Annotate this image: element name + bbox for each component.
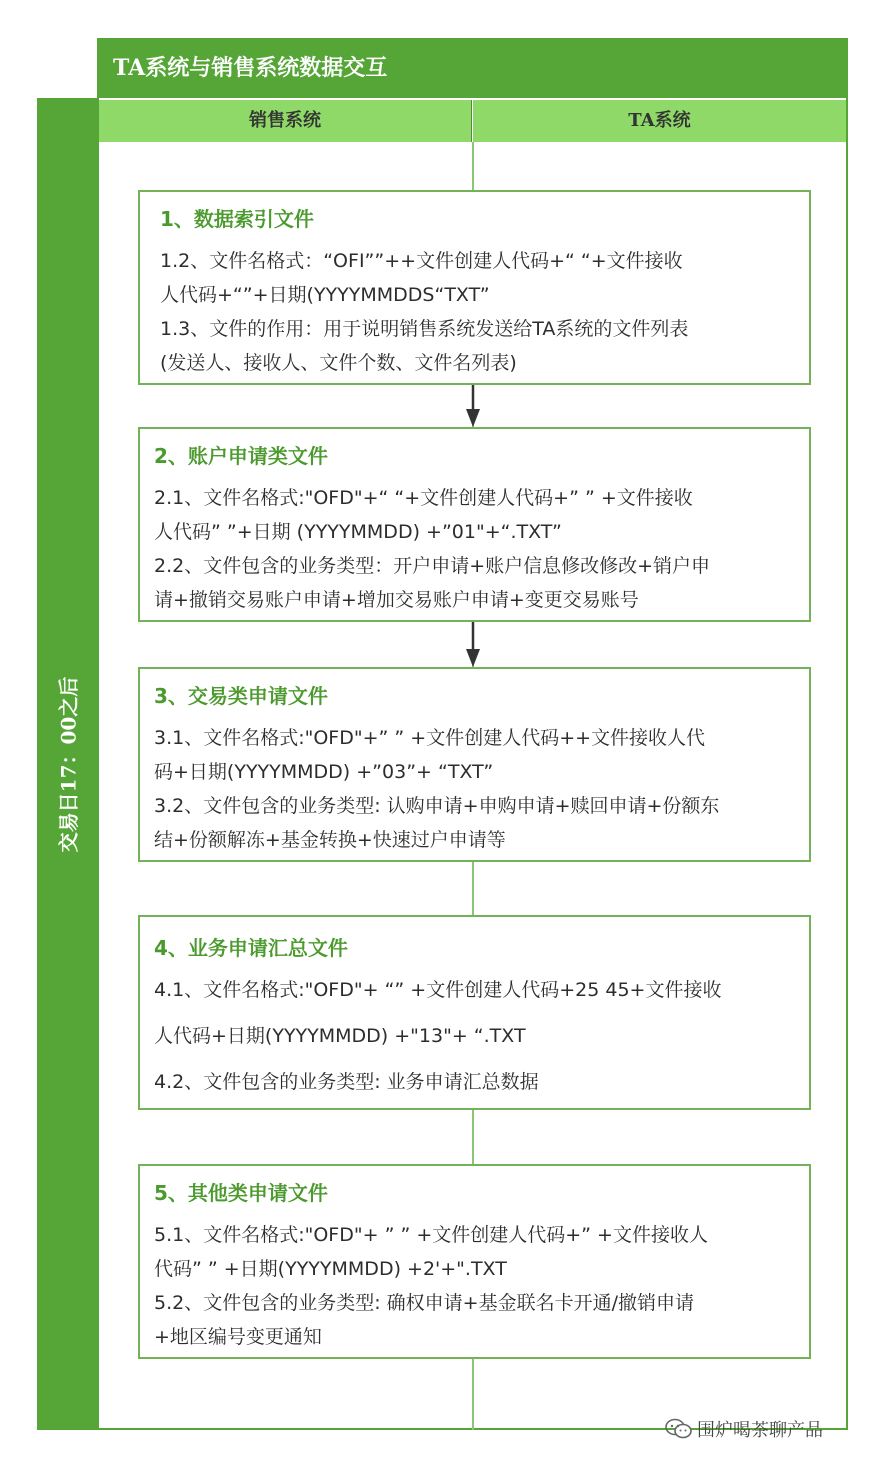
step-box-summary-file	[138, 915, 811, 1110]
step-line: 4.2、文件包含的业务类型: 业务申请汇总数据	[154, 1071, 539, 1093]
time-label: 交易日17：00之后	[56, 676, 81, 852]
watermark-text: 围炉喝茶聊产品	[697, 1420, 823, 1441]
step-box-trade-file	[138, 667, 811, 862]
step-line: 代码” ” +日期(YYYYMMDD) +2'+".TXT	[154, 1258, 507, 1280]
step-line: 结+份额解冻+基金转换+快速过户申请等	[154, 829, 506, 851]
step-line: (发送人、接收人、文件个数、文件名列表)	[160, 352, 517, 374]
step-line: 2.1、文件名格式:"OFD"+“ “+文件创建人代码+” ” +文件接收	[154, 487, 693, 509]
step-title: 5、其他类申请文件	[154, 1181, 328, 1205]
step-line: 1.2、文件名格式：“OFI””++文件创建人代码+“ “+文件接收	[160, 250, 683, 272]
watermark	[665, 1414, 823, 1444]
step-title: 2、账户申请类文件	[154, 444, 328, 468]
wechat-icon	[665, 1418, 693, 1440]
step-box-account-file	[138, 427, 811, 622]
step-line: 5.1、文件名格式:"OFD"+ ” ” +文件创建人代码+” +文件接收人	[154, 1224, 708, 1246]
step-line: +地区编号变更通知	[154, 1326, 322, 1348]
step-title: 1、数据索引文件	[160, 207, 314, 231]
arrow-down-icon	[463, 385, 483, 427]
step-title: 3、交易类申请文件	[154, 684, 328, 708]
step-title: 4、业务申请汇总文件	[154, 936, 348, 960]
step-line: 人代码” ”+日期 (YYYYMMDD) +”01"+“.TXT”	[154, 521, 562, 543]
step-line: 3.2、文件包含的业务类型: 认购申请+申购申请+赎回申请+份额东	[154, 795, 720, 817]
step-line: 请+撤销交易账户申请+增加交易账户申请+变更交易账号	[154, 589, 639, 611]
arrow-down-icon	[463, 622, 483, 667]
column-header-ta: TA系统	[473, 100, 846, 142]
step-line: 5.2、文件包含的业务类型: 确权申请+基金联名卡开通/撤销申请	[154, 1292, 694, 1314]
step-box-index-file	[138, 190, 811, 385]
column-header-sales: 销售系统	[99, 100, 472, 142]
diagram-title: TA系统与销售系统数据交互	[97, 38, 848, 98]
step-box-other-file	[138, 1164, 811, 1359]
step-line: 3.1、文件名格式:"OFD"+” ” +文件创建人代码++文件接收人代	[154, 727, 706, 749]
step-line: 1.3、文件的作用：用于说明销售系统发送给TA系统的文件列表	[160, 318, 689, 340]
step-line: 4.1、文件名格式:"OFD"+ “” +文件创建人代码+25 45+文件接收	[154, 979, 722, 1001]
step-line: 人代码+日期(YYYYMMDD) +"13"+ “.TXT	[154, 1025, 526, 1047]
step-line: 码+日期(YYYYMMDD) +”03”+ “TXT”	[154, 761, 494, 783]
step-line: 人代码+“”+日期(YYYYMMDDS“TXT”	[160, 284, 490, 306]
step-line: 2.2、文件包含的业务类型：开户申请+账户信息修改修改+销户申	[154, 555, 711, 577]
